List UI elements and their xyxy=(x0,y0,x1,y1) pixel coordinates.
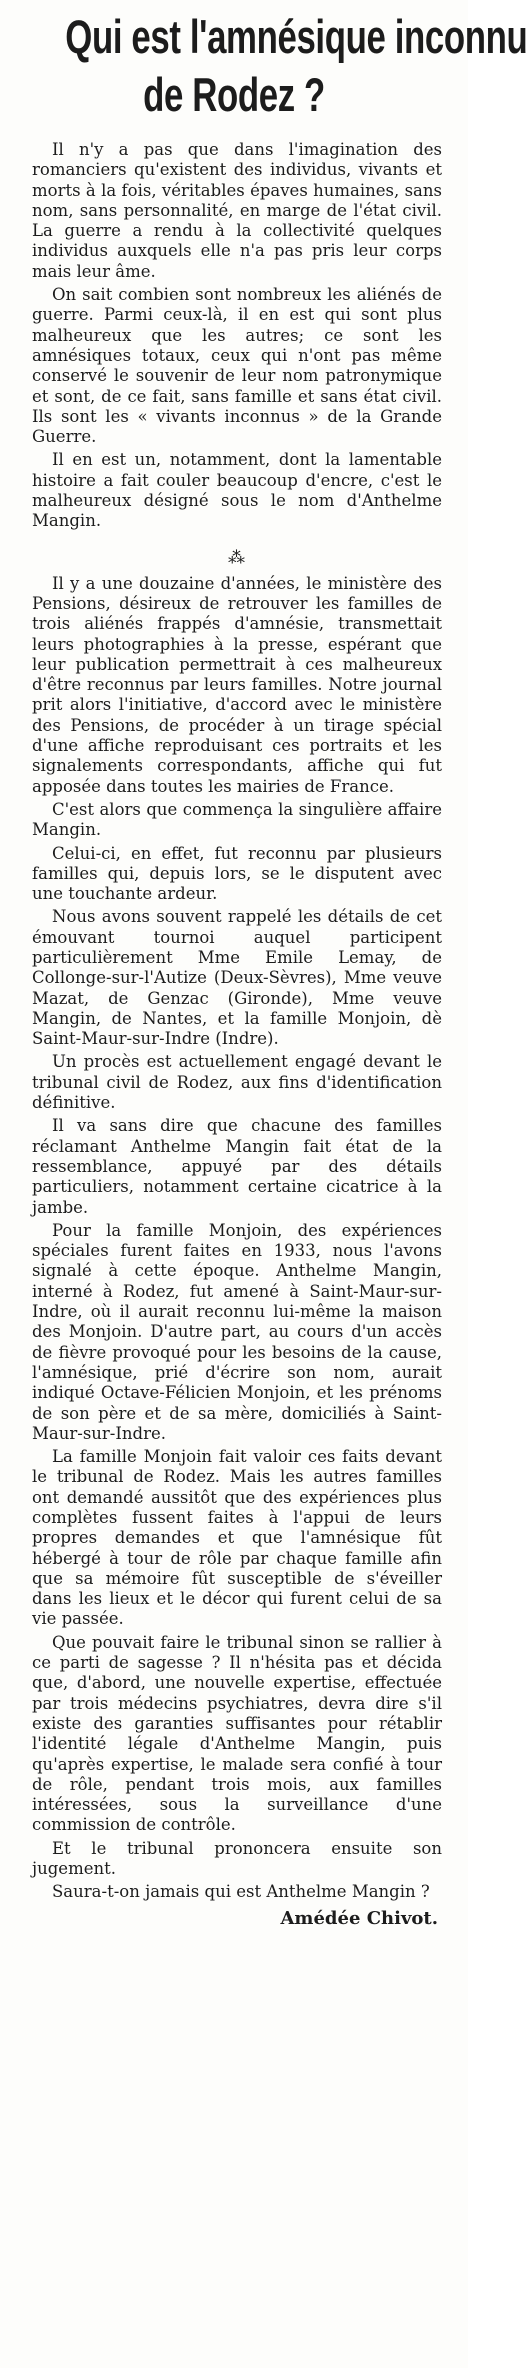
paragraph-body-8: La famille Monjoin fait valoir ces faits devant le tribunal de Rodez. Mais les autres familles ont demandé aussitôt que des expériences plus complètes fussent faites à l'appui de leurs propres demandes et que l'amnésique fût hébergé à tour de rôle par chaque famille afin que sa mémoire fût susceptible de s'éveiller dans les lieux et le décor qui furent celui de sa vie passée. xyxy=(32,1447,442,1629)
paragraph-body-9: Que pouvait faire le tribunal sinon se rallier à ce parti de sagesse ? Il n'hésita pas et décida que, d'abord, une nouvelle expertise, effectuée par trois médecins psychiatres, devra dire s'il existe des garanties suffisantes pour rétablir l'identité légale d'Anthelme Mangin, puis qu'après expertise, le malade sera confié à tour de rôle, pendant trois mois, aux familles intéressées, sous la surveillance d'une commission de contrôle. xyxy=(32,1632,442,1835)
paragraph-body-11: Saura-t-on jamais qui est Anthelme Mangin ? xyxy=(52,1882,430,1902)
paragraph-body-5: Un procès est actuellement engagé devant le tribunal civil de Rodez, aux fins d'identification définitive. xyxy=(32,1052,442,1113)
paragraph-body-6: Il va sans dire que chacune des familles réclamant Anthelme Mangin fait état de la ressemblance, appuyé par des détails particuliers, notamment certaine cicatrice à la jambe. xyxy=(32,1116,442,1217)
asterism-separator: ⁂ xyxy=(228,547,246,568)
paragraph-body-3: Celui-ci, en effet, fut reconnu par plusieurs familles qui, depuis lors, se le disputent avec une touchante ardeur. xyxy=(32,843,442,904)
author-signature: Amédée Chivot. xyxy=(280,1907,438,1929)
headline-line-1: Qui est l'amnésique inconnu xyxy=(65,10,527,63)
paragraph-body-1: Il y a une douzaine d'années, le ministère des Pensions, désireux de retrouver les familles de trois aliénés frappés d'amnésie, transmettait leurs photographies à la presse, espérant que leur publication permettrait à ces malheureux d'être reconnus par leurs familles. Notre journal prit alors l'initiative, d'accord avec le ministère des Pensions, de procéder à un tirage spécial d'une affiche reproduisant ces portraits et les signalements correspondants, affiche qui fut apposée dans toutes les mairies de France. xyxy=(32,573,442,796)
paragraph-body-7: Pour la famille Monjoin, des expériences spéciales furent faites en 1933, nous l'avons signalé à cette époque. Anthelme Mangin, interné à Rodez, fut amené à Saint-Maur-sur-Indre, où il aurait reconnu lui-même la maison des Monjoin. D'autre part, au cours d'un accès de fièvre provoqué pour les besoins de la cause, l'amnésique, prié d'écrire son nom, aurait indiqué Octave-Félicien Monjoin, et les prénoms de son père et de sa mère, domiciliés à Saint-Maur-sur-Indre. xyxy=(32,1220,442,1443)
paragraph-body-2: C'est alors que commença la singulière affaire Mangin. xyxy=(32,799,442,840)
paragraph-intro-1: Il n'y a pas que dans l'imagination des romanciers qu'existent des individus, vivants et morts à la fois, véritables épaves humaines, sans nom, sans personnalité, en marge de l'état civil. La guerre a rendu à la collectivité quelques individus auxquels elle n'a pas pris leur corps mais leur âme. xyxy=(32,140,442,281)
paragraph-intro-2: On sait combien sont nombreux les aliénés de guerre. Parmi ceux-là, il en est qui sont plus malheureux que les autres; ce sont les amnésiques totaux, ceux qui n'ont pas même conservé le souvenir de leur nom patronymique et sont, de ce fait, sans famille et sans état civil. Ils sont les « vivants inconnus » de la Grande Guerre. xyxy=(32,285,442,447)
headline-line-2: de Rodez ? xyxy=(143,68,325,121)
paragraph-body-4: Nous avons souvent rappelé les détails de cet émouvant tournoi auquel participent particulièrement Mme Emile Lemay, de Collonge-sur-l'Autize (Deux-Sèvres), Mme veuve Mazat, de Genzac (Gironde), Mme veuve Mangin, de Nantes, et la famille Monjoin, dè Saint-Maur-sur-Indre (Indre). xyxy=(32,907,442,1049)
article-headline xyxy=(61,0,527,124)
paragraph-intro-3: Il en est un, notamment, dont la lamentable histoire a fait couler beaucoup d'encre, c'est le malheureux désigné sous le nom d'Anthelme Mangin. xyxy=(32,450,442,531)
article-body xyxy=(32,140,442,1929)
paragraph-body-10: Et le tribunal prononcera ensuite son jugement. xyxy=(32,1838,442,1879)
